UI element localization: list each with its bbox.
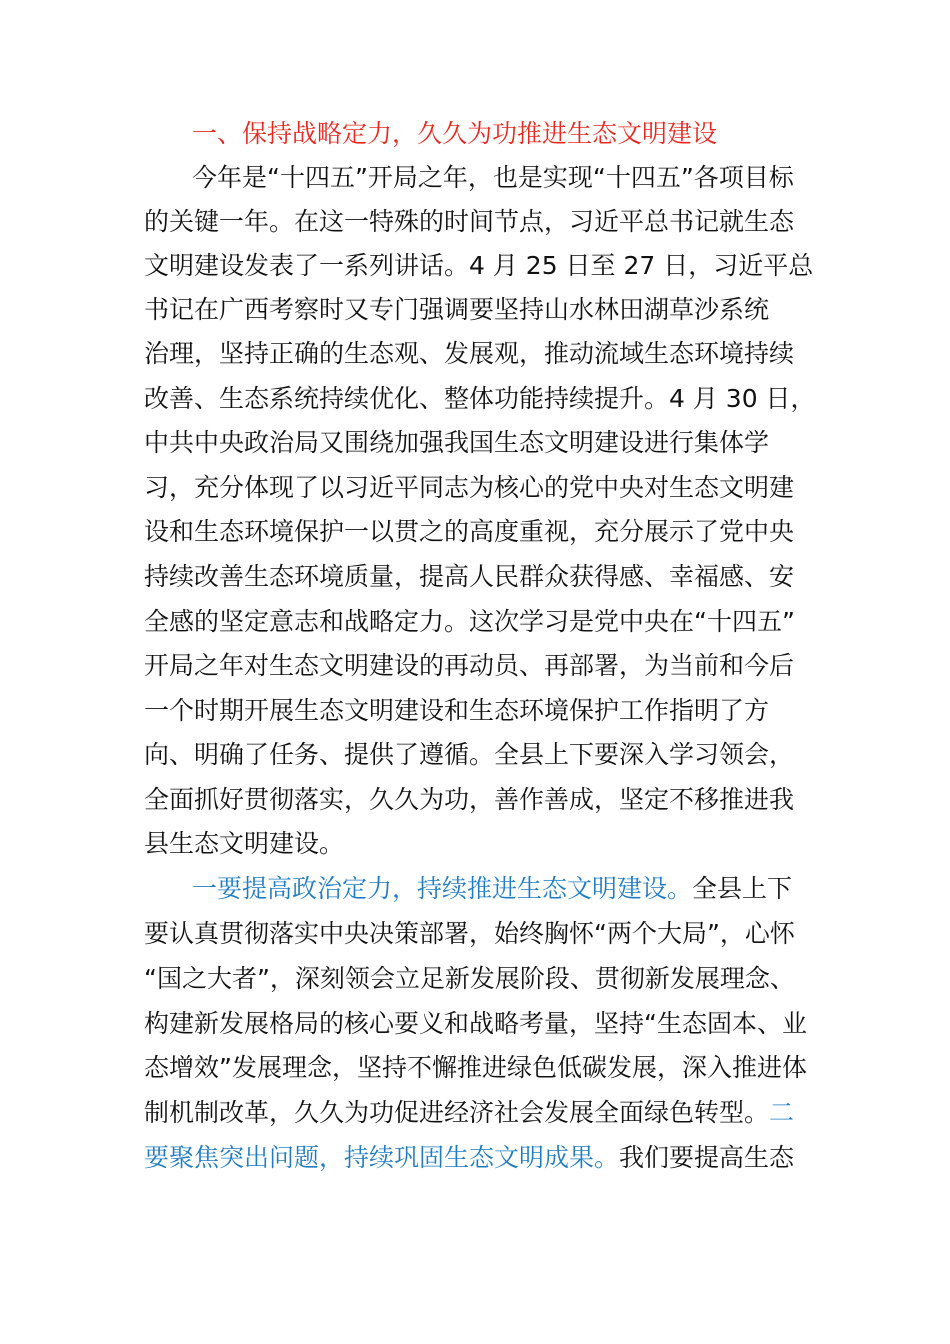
paragraph-line: 一个时期开展生态文明建设和生态环境保护工作指明了方 — [144, 696, 770, 725]
paragraph-line: 改善、生态系统持续优化、整体功能持续提升。4 月 30 日， — [144, 384, 816, 413]
paragraph-text: 制机制改革，久久为功促进经济社会发展全面绿色转型。 — [144, 1098, 770, 1127]
paragraph-line: 开局之年对生态文明建设的再动员、再部署，为当前和今后 — [144, 651, 795, 680]
paragraph-line: 书记在广西考察时又专门强调要坚持山水林田湖草沙系统 — [144, 295, 770, 324]
point-one-heading: 一要提高政治定力，持续推进生态文明建设。 — [192, 874, 693, 903]
paragraph-line: 持续改善生态环境质量，提高人民群众获得感、幸福感、安 — [144, 562, 795, 591]
paragraph-line: 要认真贯彻落实中央决策部署，始终胸怀“两个大局”，心怀 — [144, 919, 795, 948]
paragraph-line — [144, 1091, 794, 1135]
paragraph-line — [192, 867, 792, 911]
paragraph-line: 向、明确了任务、提供了遵循。全县上下要深入学习领会， — [144, 740, 795, 769]
point-two-heading: 要聚焦突出问题，持续巩固生态文明成果。 — [144, 1143, 620, 1172]
paragraph-line: 今年是“十四五”开局之年，也是实现“十四五”各项目标 — [192, 163, 794, 192]
paragraph-text: 全县上下 — [692, 874, 793, 903]
paragraph-line: 中共中央政治局又围绕加强我国生态文明建设进行集体学 — [144, 428, 770, 457]
paragraph-line: 文明建设发表了一系列讲话。4 月 25 日至 27 日，习近平总 — [144, 251, 814, 280]
paragraph-line: 全面抓好贯彻落实，久久为功，善作善成，坚定不移推进我 — [144, 785, 795, 814]
section-heading: 一、保持战略定力，久久为功推进生态文明建设 — [192, 119, 718, 148]
paragraph-line: 态增效”发展理念，坚持不懈推进绿色低碳发展，深入推进体 — [144, 1053, 807, 1082]
paragraph-line: 设和生态环境保护一以贯之的高度重视，充分展示了党中央 — [144, 517, 795, 546]
paragraph-line: 的关键一年。在这一特殊的时间节点，习近平总书记就生态 — [144, 207, 795, 236]
paragraph-line: 治理，坚持正确的生态观、发展观，推动流域生态环境持续 — [144, 339, 795, 368]
paragraph-line — [144, 1136, 794, 1180]
paragraph-line: 全感的坚定意志和战略定力。这次学习是党中央在“十四五” — [144, 607, 795, 636]
paragraph-line: 构建新发展格局的核心要义和战略考量，坚持“生态固本、业 — [144, 1009, 807, 1038]
paragraph-line: “国之大者”，深刻领会立足新发展阶段、贯彻新发展理念、 — [144, 964, 795, 993]
paragraph-line: 习，充分体现了以习近平同志为核心的党中央对生态文明建 — [144, 473, 795, 502]
paragraph-text: 我们要提高生态 — [619, 1143, 795, 1172]
paragraph-line: 县生态文明建设。 — [144, 829, 345, 858]
point-two-heading-start: 二 — [769, 1098, 795, 1127]
